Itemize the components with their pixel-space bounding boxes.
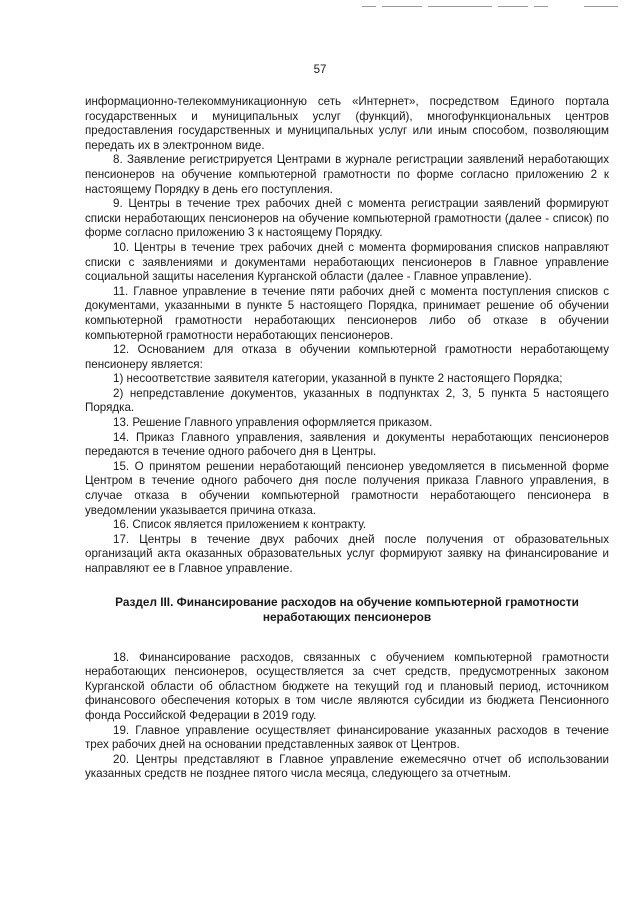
section-heading: Раздел III. Финансирование расходов на обучение компьютерной грамотности неработающих пенсионеров: [115, 594, 579, 624]
paragraph: 17. Центры в течение двух рабочих дней после получения от образовательных организаций акта оказанных образовательных услуг формируют заявку на финансирование и направляют ее в Главное управление.: [85, 532, 609, 575]
paragraph: 8. Заявление регистрируется Центрами в журнале регистрации заявлений неработающих пенсионеров на обучение компьютерной грамотности по форме согласно приложению 2 к настоящему Порядку в день его поступления.: [85, 153, 609, 196]
paragraph: 2) непредставление документов, указанных в подпунктах 2, 3, 5 пункта 5 настоящего Порядка.: [85, 386, 609, 415]
header-scan-marks: [362, 5, 622, 9]
paragraph: 19. Главное управление осуществляет финансирование указанных расходов в течение трех рабочих дней на основании представленных заявок от Центров.: [85, 723, 609, 752]
paragraph: 15. О принятом решении неработающий пенсионер уведомляется в письменной форме Центром в течение одного рабочего дня после получения приказа Главного управления, в случае отказа в обучении компьютерной грамотности неработающего пенсионера в уведомлении указывается причина отказа.: [85, 459, 609, 517]
paragraph: 18. Финансирование расходов, связанных с обучением компьютерной грамотности неработающих пенсионеров, осуществляется за счет средств, предусмотренных законом Курганской области об областном бюджете на текущий год и плановый период, источником финансового обеспечения которых в том числе являются субсидии из бюджета Пенсионного фонда Российской Федерации в 2019 году.: [85, 650, 609, 722]
paragraph: 10. Центры в течение трех рабочих дней с момента формирования списков направляют списки с заявлениями и документами неработающих пенсионеров в Главное управление социальной защиты населения Курганской области (далее - Главное управление).: [85, 240, 609, 284]
paragraph: 12. Основанием для отказа в обучении компьютерной грамотности неработающему пенсионеру является:: [85, 343, 609, 371]
paragraph: 11. Главное управление в течение пяти рабочих дней с момента поступления списков с документами, указанными в пункте 5 настоящего Порядка, принимает решение об обучении компьютерной грамотности неработающих пенсионеров либо об отказе в обучении компьютерной грамотности неработающих пенсионеров.: [85, 284, 609, 342]
paragraph: 14. Приказ Главного управления, заявления и документы неработающих пенсионеров передаются в течение одного рабочего дня в Центры.: [85, 430, 609, 459]
paragraph: 9. Центры в течение трех рабочих дней с момента регистрации заявлений формируют списки неработающих пенсионеров на обучение компьютерной грамотности (далее - список) по форме согласно приложению 3 к настоящему Порядку.: [85, 197, 609, 240]
paragraph: 16. Список является приложением к контракту.: [113, 518, 367, 532]
paragraph: 13. Решение Главного управления оформляется приказом.: [113, 416, 433, 430]
paragraph: 1) несоответствие заявителя категории, указанной в пункте 2 настоящего Порядка;: [113, 372, 563, 386]
paragraph: 20. Центры представляют в Главное управление ежемесячно отчет об использовании указанных средств не позднее пятого числа месяца, следующего за отчетным.: [85, 752, 609, 781]
document-body: [85, 95, 609, 782]
page-number: 57: [313, 64, 327, 76]
paragraph: информационно-телекоммуникационную сеть «Интернет», посредством Единого портала государственных и муниципальных услуг (функций), многофункциональных центров предоставления государственных и муниципальных услуг или иным способом, позволяющим передать их в электронном виде.: [85, 95, 609, 152]
